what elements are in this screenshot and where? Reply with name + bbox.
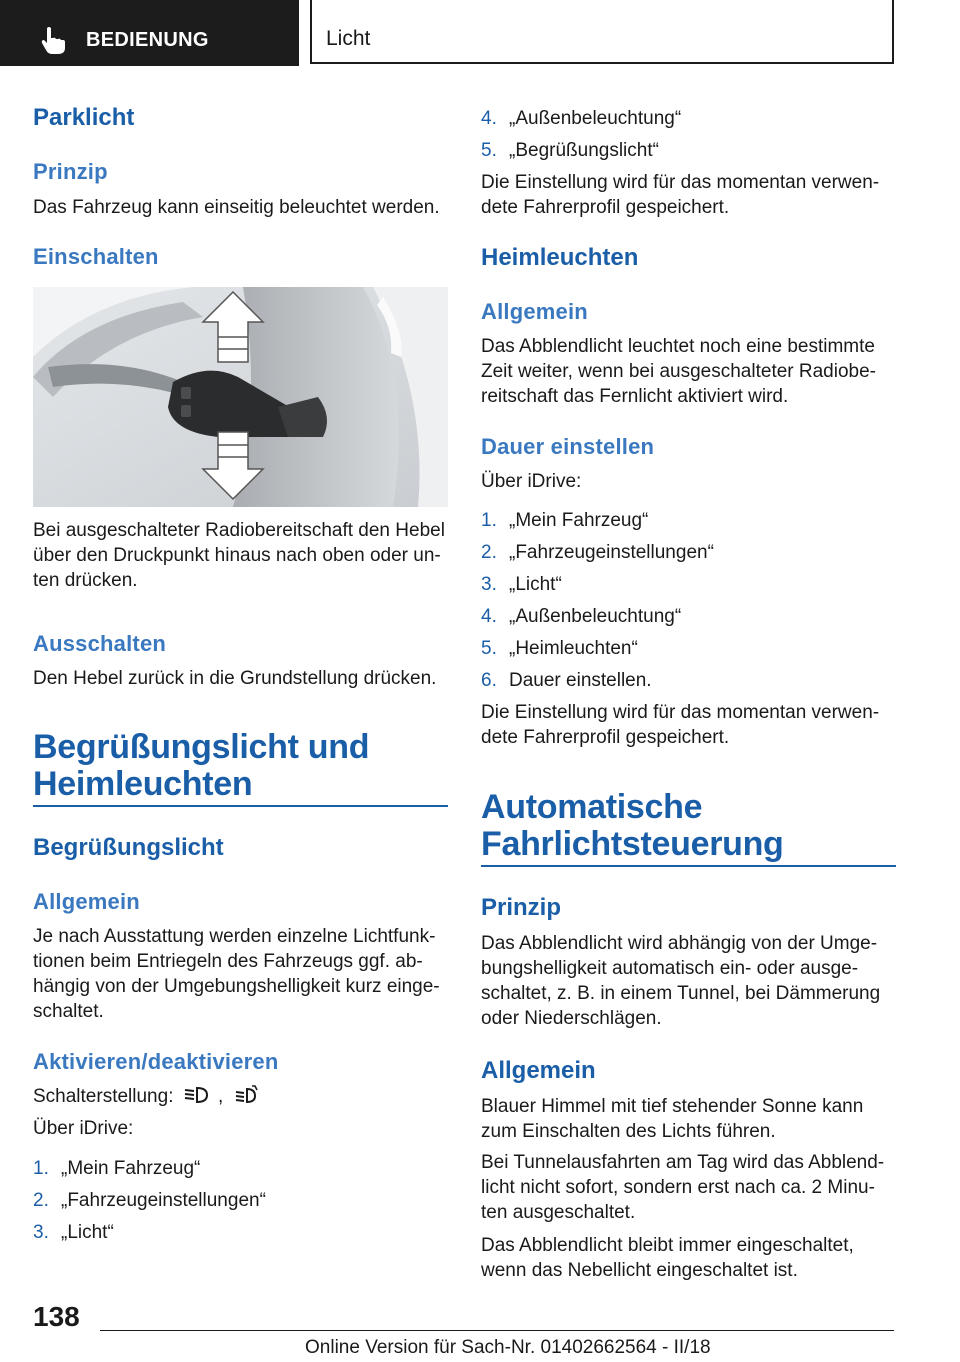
list-item [481, 540, 714, 565]
section-rule [33, 805, 448, 807]
prinzip-line: oder Niederschlägen. [481, 1008, 662, 1029]
list-item [33, 1188, 266, 1213]
list-number: 6. [481, 670, 497, 691]
chapter-header [310, 0, 894, 64]
title-line: Automatische [481, 788, 703, 826]
allgemein-text [33, 924, 453, 1024]
list-item [481, 636, 638, 661]
list-number: 3. [481, 574, 497, 595]
allgemein-line: licht nicht sofort, sondern erst nach ca. 2 Minu- [481, 1177, 875, 1198]
einstellung-text [481, 170, 901, 220]
list-text: „Fahrzeugeinstellungen“ [509, 542, 714, 563]
section-label: BEDIENUNG [86, 29, 209, 51]
list-number: 4. [481, 606, 497, 627]
page-number: 138 [33, 1301, 80, 1332]
heading-ausschalten: Ausschalten [33, 631, 167, 656]
heading-aktivieren: Aktivieren/deaktivieren [33, 1049, 279, 1074]
list-text: Dauer einstellen. [509, 670, 652, 691]
auto-light-icon [233, 1085, 259, 1105]
einschalten-line: ten drücken. [33, 570, 138, 591]
list-number: 5. [481, 638, 497, 659]
allgemein-line: schaltet. [33, 1001, 104, 1022]
list-text: „Außenbeleuchtung“ [509, 606, 682, 627]
einschalten-line: über den Druckpunkt hinaus nach oben oder un- [33, 545, 441, 566]
heading-begruessungslicht: Begrüßungslicht [33, 834, 224, 861]
lever-illustration [33, 287, 448, 507]
heading-prinzip: Prinzip [481, 894, 562, 921]
list-text: „Licht“ [61, 1222, 114, 1243]
list-number: 5. [481, 140, 497, 161]
list-number: 1. [481, 510, 497, 531]
allgemein-line: tionen beim Entriegeln des Fahrzeugs ggf. ab- [33, 951, 423, 972]
heading-allgemein: Allgemein [481, 1057, 596, 1084]
heading-automatische [481, 789, 784, 863]
heading-einschalten: Einschalten [33, 244, 159, 269]
list-text: „Außenbeleuchtung“ [509, 108, 682, 129]
title-line: Fahrlichtsteuerung [481, 825, 784, 863]
heading-prinzip: Prinzip [33, 159, 108, 184]
list-number: 2. [33, 1190, 49, 1211]
einschalten-line: Bei ausgeschalteter Radiobereitschaft den Hebel [33, 520, 445, 541]
title-line: Heimleuchten [33, 765, 253, 803]
allgemein-line: hängig von der Umgebungshelligkeit kurz einge- [33, 976, 440, 997]
einstellung-line: dete Fahrerprofil gespeichert. [481, 727, 730, 748]
einschalten-text [33, 518, 453, 593]
list-text: „Mein Fahrzeug“ [509, 510, 649, 531]
allgemein-paragraph [481, 1233, 901, 1283]
prinzip-line: bungshelligkeit automatisch ein- oder ausge- [481, 958, 859, 979]
allgemein-text [481, 334, 901, 409]
ausschalten-text: Den Hebel zurück in die Grundstellung drücken. [33, 668, 437, 689]
list-number: 3. [33, 1222, 49, 1243]
allgemein-line: Zeit weiter, wenn bei ausgeschalteter Radiobe- [481, 361, 877, 382]
heading-heimleuchten: Heimleuchten [481, 244, 639, 271]
list-number: 2. [481, 542, 497, 563]
heading-dauer: Dauer einstellen [481, 434, 655, 459]
allgemein-line: wenn das Nebellicht eingeschaltet ist. [481, 1260, 798, 1281]
lever-figure [33, 287, 448, 507]
list-number: 1. [33, 1158, 49, 1179]
list-item [33, 1156, 200, 1181]
list-number: 4. [481, 108, 497, 129]
einstellung-line: dete Fahrerprofil gespeichert. [481, 197, 730, 218]
list-item [481, 604, 681, 629]
allgemein-line: ten ausgeschaltet. [481, 1202, 636, 1223]
list-item [33, 1220, 114, 1245]
allgemein-line: Blauer Himmel mit tief stehender Sonne kann [481, 1096, 864, 1117]
list-text: „Heimleuchten“ [509, 638, 638, 659]
einstellung-line: Die Einstellung wird für das momentan verwen- [481, 172, 880, 193]
heading-begruessung [33, 729, 369, 803]
ueber-idrive: Über iDrive: [33, 1118, 134, 1139]
allgemein-line: Das Abblendlicht leuchtet noch eine bestimmte [481, 336, 875, 357]
low-beam-icon [183, 1085, 209, 1105]
prinzip-text [481, 931, 901, 1031]
list-text: „Licht“ [509, 574, 562, 595]
allgemein-paragraph [481, 1150, 901, 1225]
ueber-idrive: Über iDrive: [481, 471, 582, 492]
schalterstellung-line [33, 1084, 453, 1109]
heading-allgemein: Allgemein [481, 299, 588, 324]
list-item [481, 106, 681, 131]
section-tab[interactable] [0, 0, 299, 66]
heading-parklicht: Parklicht [33, 104, 135, 131]
list-text: „Mein Fahrzeug“ [61, 1158, 201, 1179]
list-item [481, 508, 648, 533]
allgemein-paragraph [481, 1094, 901, 1144]
allgemein-line: Je nach Ausstattung werden einzelne Lichtfunk- [33, 926, 436, 947]
list-item [481, 668, 652, 693]
comma: , [218, 1086, 224, 1107]
prinzip-text: Das Fahrzeug kann einseitig beleuchtet werden. [33, 197, 440, 218]
footer-text: Online Version für Sach-Nr. 01402662564 - II/18 [305, 1337, 711, 1358]
chapter-label: Licht [326, 27, 371, 50]
list-text: „Fahrzeugeinstellungen“ [61, 1190, 266, 1211]
einstellung-text [481, 700, 901, 750]
allgemein-line: reitschaft das Fernlicht aktiviert wird. [481, 386, 789, 407]
section-rule [481, 865, 896, 867]
einstellung-line: Die Einstellung wird für das momentan verwen- [481, 702, 880, 723]
list-item [481, 572, 562, 597]
prinzip-line: Das Abblendlicht wird abhängig von der Umge- [481, 933, 878, 954]
title-line: Begrüßungslicht und [33, 728, 370, 766]
allgemein-line: Das Abblendlicht bleibt immer eingeschaltet, [481, 1235, 854, 1256]
allgemein-line: Bei Tunnelausfahrten am Tag wird das Abblend- [481, 1152, 885, 1173]
list-text: „Begrüßungslicht“ [509, 140, 659, 161]
heading-allgemein: Allgemein [33, 889, 140, 914]
footer-rule [100, 1330, 894, 1331]
list-item [481, 138, 659, 163]
prinzip-line: schaltet, z. B. in einem Tunnel, bei Dämmerung [481, 983, 881, 1004]
allgemein-line: zum Einschalten des Lichts führen. [481, 1121, 776, 1142]
hand-pointer-icon [38, 26, 68, 56]
schalterstellung-label: Schalterstellung: [33, 1086, 174, 1107]
